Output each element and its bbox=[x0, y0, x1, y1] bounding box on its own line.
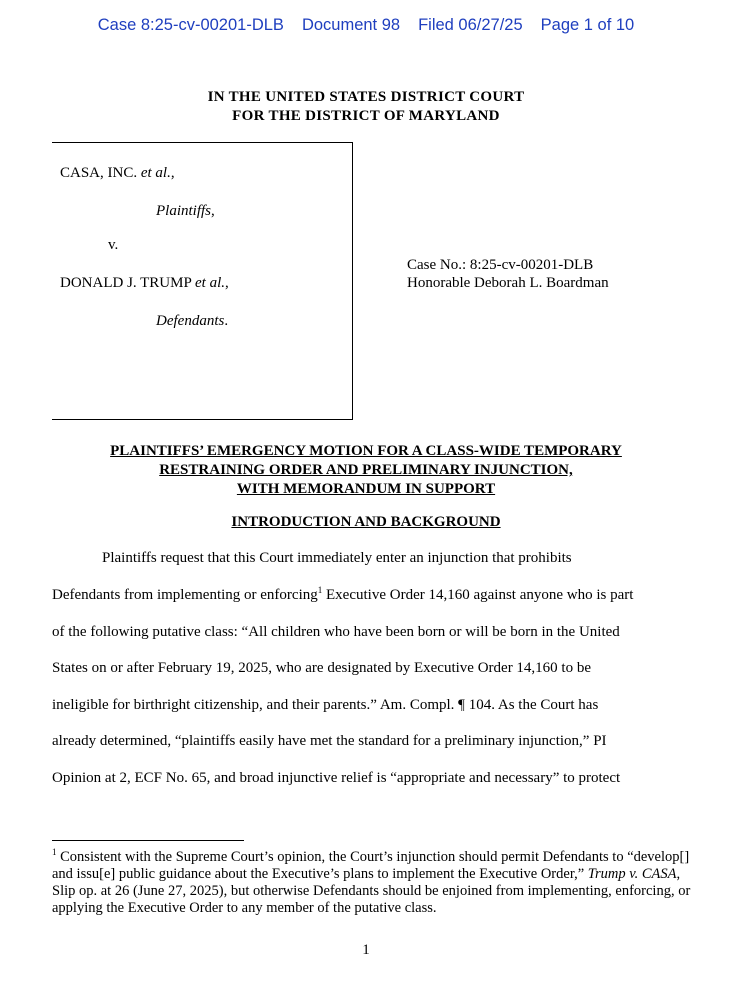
defendant-name: DONALD J. TRUMP et al., bbox=[60, 275, 229, 291]
body-line-7: Opinion at 2, ECF No. 65, and broad injunctive relief is “appropriate and necessary” to protect bbox=[52, 770, 621, 786]
footnote-divider bbox=[52, 840, 244, 841]
document-header bbox=[0, 16, 732, 35]
body-line-1: Plaintiffs request that this Court immediately enter an injunction that prohibits bbox=[102, 550, 572, 566]
versus-label: v. bbox=[108, 237, 119, 253]
case-number: Case No.: 8:25-cv-00201-DLB bbox=[407, 257, 594, 273]
header-case-number: Case 8:25-cv-00201-DLB bbox=[97, 16, 284, 34]
body-line-5: ineligible for birthright citizenship, and their parents.” Am. Compl. ¶ 104. As the Court has bbox=[52, 697, 599, 713]
motion-title-line2: RESTRAINING ORDER AND PRELIMINARY INJUNCTION, bbox=[159, 462, 573, 478]
court-heading-line2: FOR THE DISTRICT OF MARYLAND bbox=[232, 108, 500, 124]
header-document-number: Document 98 bbox=[301, 16, 401, 34]
header-page-count: Page 1 of 10 bbox=[540, 16, 635, 34]
court-heading bbox=[0, 88, 732, 126]
body-line-3: of the following putative class: “All children who have been born or will be born in the United bbox=[52, 624, 620, 640]
body-line-4: States on or after February 19, 2025, who are designated by Executive Order 14,160 to be bbox=[52, 660, 592, 676]
body-line-2: Defendants from implementing or enforcing$^1$ Executive Order 14,160 against anyone who is part bbox=[52, 585, 634, 603]
body-line-6: already determined, “plaintiffs easily have met the standard for a preliminary injunction,” PI bbox=[52, 733, 607, 749]
judge-name: Honorable Deborah L. Boardman bbox=[407, 275, 609, 291]
case-info bbox=[407, 256, 609, 292]
case-citation: Trump v. CASA bbox=[587, 866, 677, 882]
section-heading: INTRODUCTION AND BACKGROUND bbox=[231, 514, 501, 530]
header-filed-date: Filed 06/27/25 bbox=[418, 16, 523, 34]
defendant-role: Defendants. bbox=[156, 313, 229, 329]
motion-title-line3: WITH MEMORANDUM IN SUPPORT bbox=[236, 481, 496, 497]
footnote: $^1$ Consistent with the Supreme Court’s opinion, the Court’s injunction should permit Defendants to “develop[] and issu[e] public guidance about the Executive’s plans to implement the Executive Order,” Trump v. CASA, Slip op. at 26 (June 27, 2025), but otherwise Defendants should be enjoined from implementing, enforcing, or applying the Executive Order to any member of the putative class. bbox=[52, 847, 691, 916]
plaintiff-role: Plaintiffs, bbox=[156, 203, 215, 219]
plaintiff-name: CASA, INC. et al., bbox=[60, 165, 175, 181]
motion-title-line1: PLAINTIFFS’ EMERGENCY MOTION FOR A CLASS-WIDE TEMPORARY bbox=[110, 443, 622, 459]
footnote-marker: 1 bbox=[52, 847, 57, 858]
court-heading-line1: IN THE UNITED STATES DISTRICT COURT bbox=[207, 89, 525, 105]
motion-title bbox=[0, 442, 732, 499]
footnote-reference[interactable]: 1 bbox=[317, 585, 323, 595]
page-number: 1 bbox=[362, 942, 370, 958]
case-caption-box bbox=[52, 142, 353, 420]
